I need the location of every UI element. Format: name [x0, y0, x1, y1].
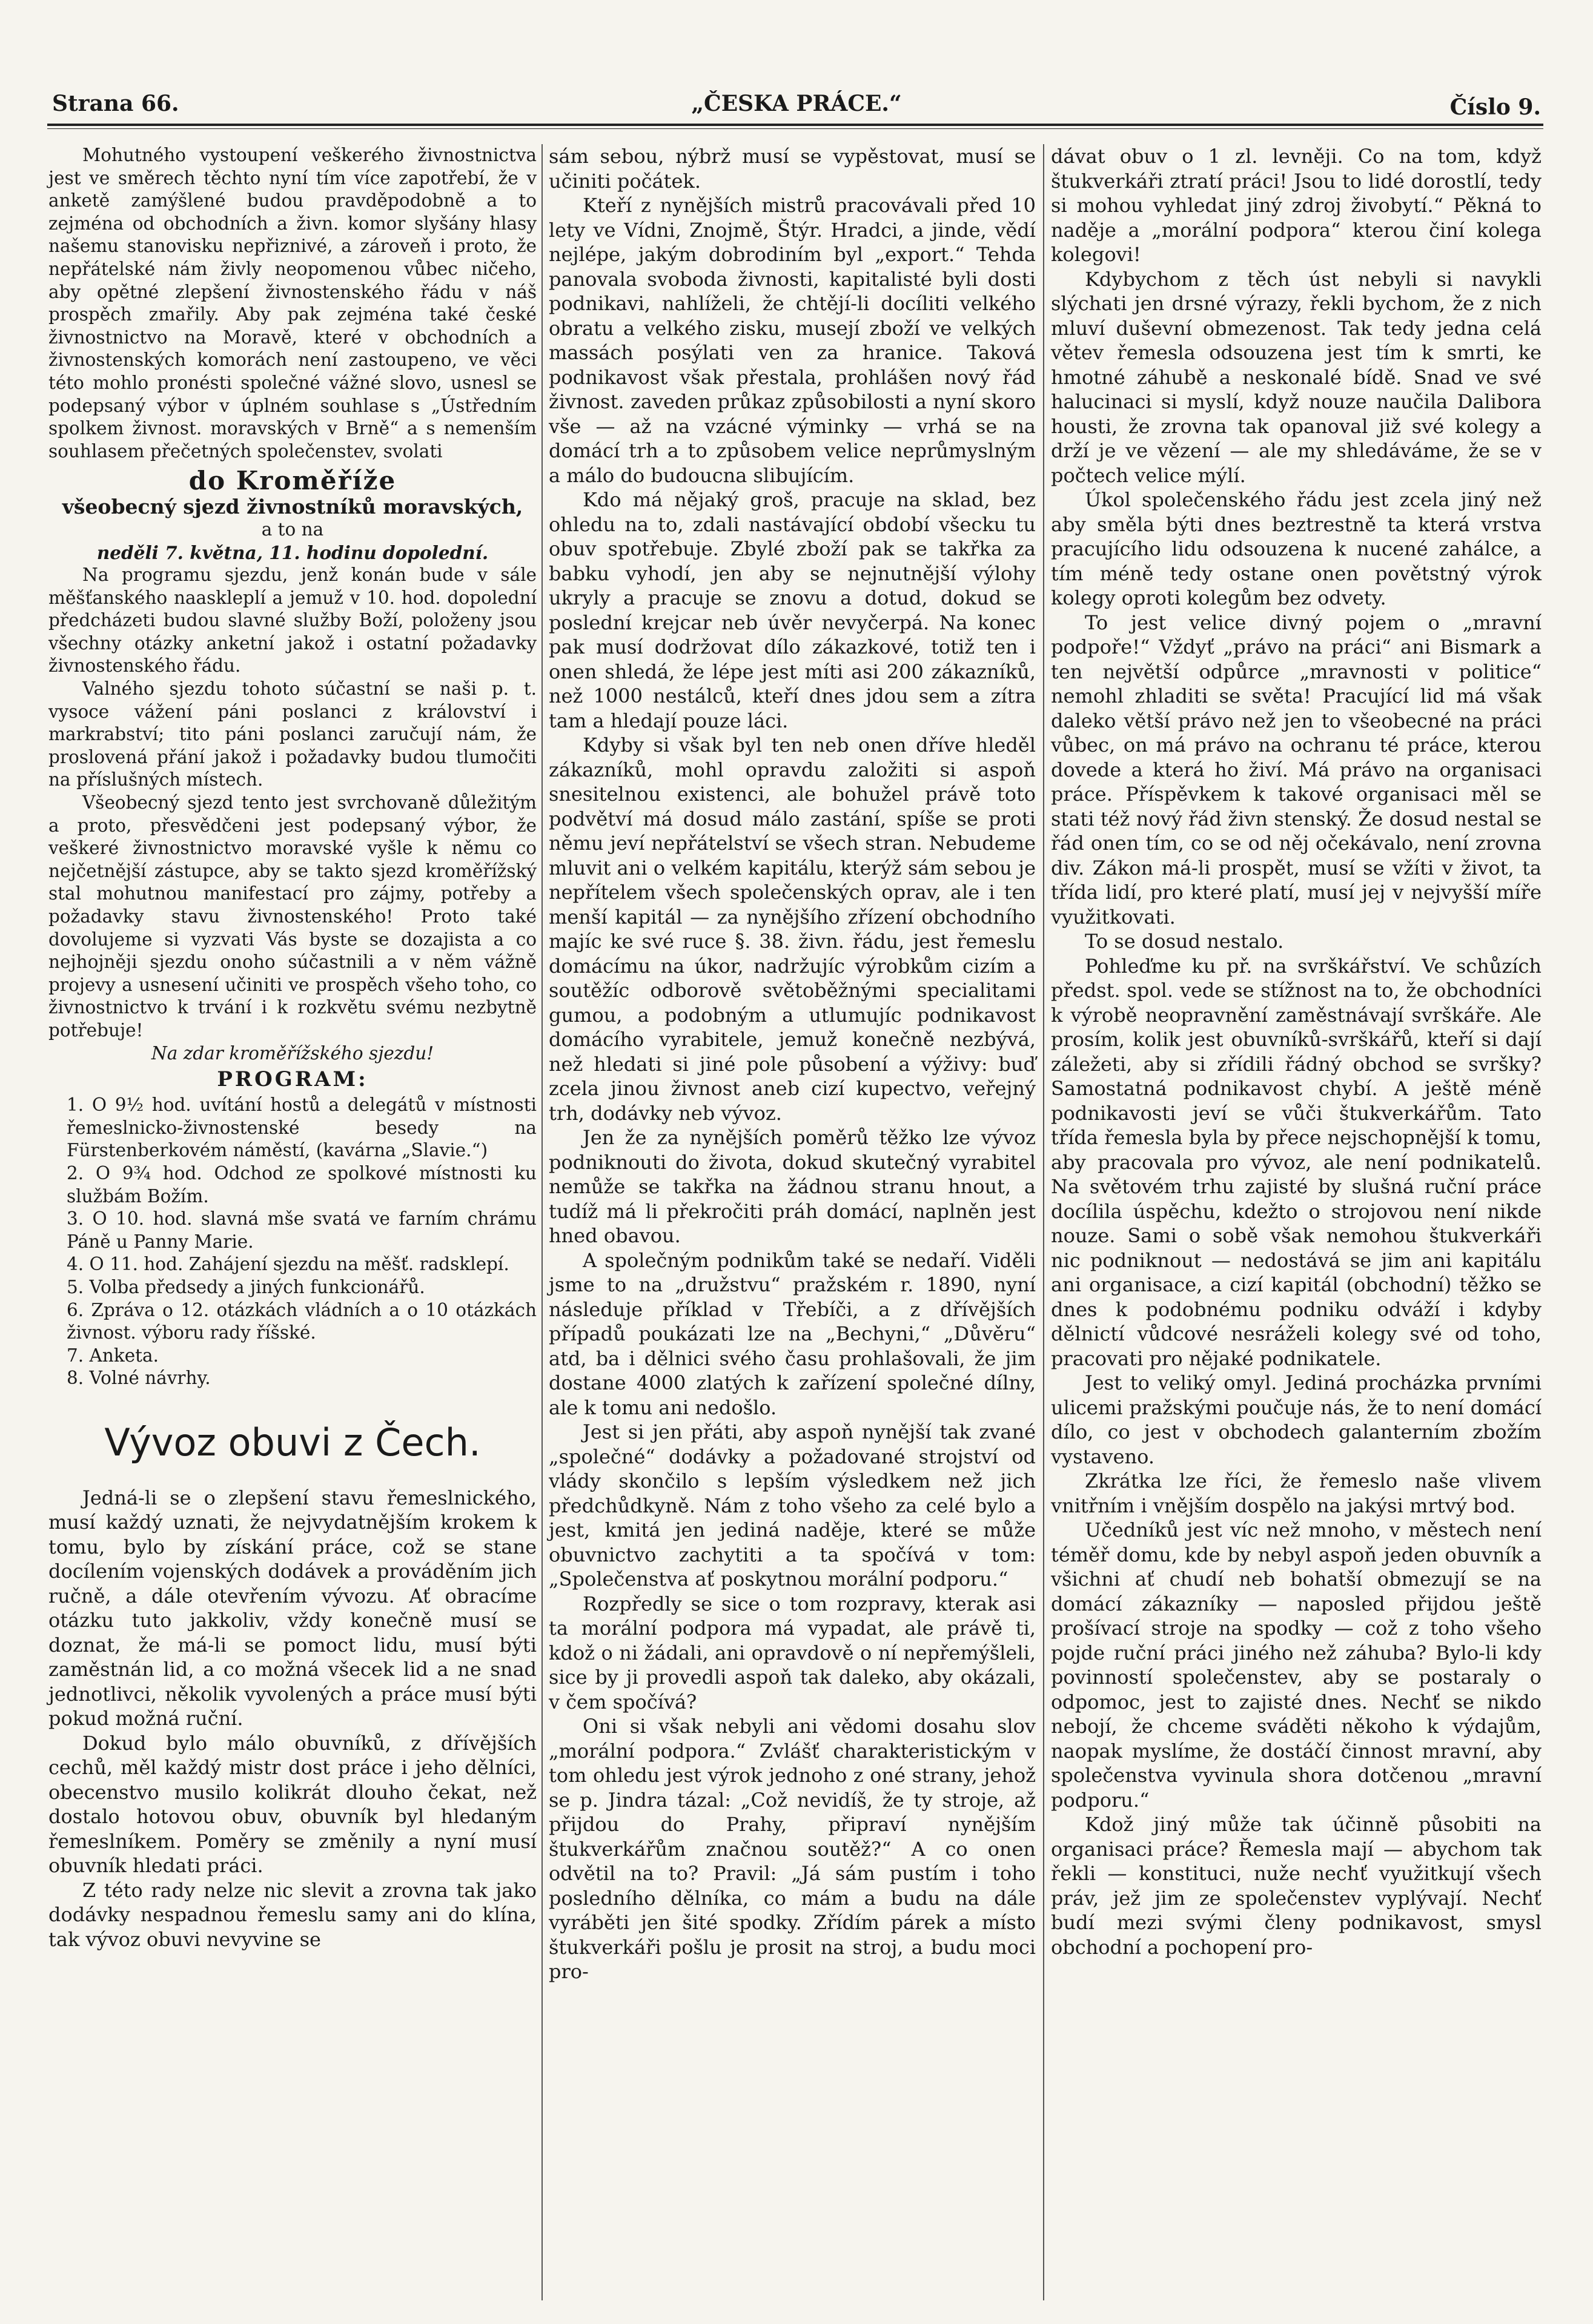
header-rule-thick	[47, 124, 1543, 126]
article-paragraph: Jen že za nynějších poměrů těžko lze vývoz podniknouti do života, dokud skutečný vyrabitel nemůže se takřka na žádnou stranu hnout, a tudíž má li překročiti práh domácí, naplněn jest hned obavou.	[549, 1126, 1036, 1247]
program-item: 7. Anketa.	[67, 1345, 159, 1366]
appeal-place: do Kroměříže	[188, 466, 397, 496]
column-divider-2	[1043, 144, 1044, 2300]
article-title: Vývoz obuvi z Čech.	[104, 1420, 481, 1465]
appeal-congress: všeobecný sjezd živnostníků moravských,	[62, 495, 523, 519]
article-paragraph: Úkol společenského řádu jest zcela jiný než aby směla býti dnes beztrestně ta která vrstva pracujícího lidu odsouzena k nucené zahálce, a tím méně tedy ostane onen povětstný výrok kolegy oproti kolegům bez odvety.	[1051, 488, 1542, 609]
article-paragraph: To jest velice divný pojem o „mravní podpoře!“ Vždyť „právo na práci“ ani Bismark a ten největší odpůrce „mravnosti v politice“ nemohl zhladiti se světa! Pracující lid má však daleko větší právo než jen to všeobecné na práci vůbec, on má právo na ochranu té práce, kterou dovede a která ho živí. Má právo na organisaci práce. Příspěvkem k takové organisaci měl se stati též nový řád živn stenský. Že dosud nestal se řád onen tím, co se od něj očekávalo, není zrovna div. Zákon má-li prospět, musí se vžíti v život, ta třída lidí, pro které platí, musí jej v nejvyšší míře využitkovati.	[1051, 611, 1542, 929]
article-paragraph: Oni si však nebyli ani vědomi dosahu slov „morální podpora.“ Zvlášť charakteristickým v tom ohledu jest výrok jednoho z oné strany, jehož se p. Jindra tázal: „Což nevidíš, že ty stroje, až přijdou do Prahy, připraví nynějším štukverkářům značnou soutěž?“ A co onen odvětil na to? Pravil: „Já sám pustím i toho posledního dělníka, co mám a budu na dále vyráběti jen šité spodky. Zřídím párek a místo štukverkáři pošlu je prosit na stroj, a budu moci pro-	[549, 1715, 1036, 1983]
program-item: 5. Volba předsedy a jiných funkcionářů.	[67, 1276, 425, 1297]
program-item: 3. O 10. hod. slavná mše svatá ve farním chrámu Páně u Panny Marie.	[67, 1208, 537, 1252]
program-title: PROGRAM:	[217, 1067, 368, 1092]
page-number: Strana 66.	[52, 91, 179, 116]
appeal-ato: a to na	[261, 518, 324, 540]
program-item: 4. O 11. hod. Zahájení sjezdu na měšť. radsklepí.	[67, 1254, 509, 1275]
issue-number: Číslo 9.	[1449, 94, 1541, 120]
article-paragraph: To se dosud nestalo.	[1085, 930, 1284, 953]
article-paragraph: Rozpředly se sice o tom rozpravy, kterak asi ta morální podpora má vypadat, ale právě ti, kdož o ni žádali, ani opravdově o ní nepřemýšleli, sice by ji provedli aspoň tak daleko, aby okázali, v čem spočívá?	[549, 1592, 1036, 1713]
column-divider-1	[541, 144, 543, 2300]
column-1	[48, 144, 537, 1952]
appeal-intro: Mohutného vystoupení veškerého živnostnictva jest ve směrech těchto nyní tím více zapotřebí, že v anketě zamýšlené budou pravděpodobně a to zejména od obchodních a živn. komor slyšány hlasy našemu stanovisku nepřiznivé, a zároveň i proto, že nepřátelské nám živly neopomenou vůbec ničeho, aby opětné zlepšení živnostenského řádu v náš prospěch zmařily. Aby pak zejména také české živnostnictvo na Moravě, které v obchodních a živnostenských komorách není zastoupeno, ve věci této mohlo pronésti společné vážné slovo, usnesl se podepsaný výbor v úplném souhlase s „Ústředním spolkem živnost. moravských v Brně“ a s nemenším souhlasem přečetných společenstev, svolati	[48, 145, 537, 462]
program-item: 2. O 9¾ hod. Odchod ze spolkové místnosti ku službám Božím.	[67, 1162, 537, 1207]
appeal-paragraph: Všeobecný sjezd tento jest svrchovaně důležitým a proto, přesvědčeni jest podepsaný výbor, že veškeré živnostnictvo moravské vyšle k němu co nejčetnější zástupce, aby se takto sjezd kroměřížský stal mohutnou manifestací pro zájmy, potřeby a požadavky stavu živnostenského! Proto také dovolujeme si vyzvati Vás byste se dozajista a co nejhojněji sjezdu onoho súčastnili a v něm vážně projevy a usnesení učiniti ve prospěch všeho toho, co živnostnictvo k trvání i k rozkvětu svému nezbytně potřebuje!	[48, 792, 537, 1041]
article-paragraph: Kdybychom z těch úst nebyli si navykli slýchati jen drsné výrazy, řekli bychom, že z nich mluví duševní obmezenost. Tak tedy jedna celá větev řemesla odsouzena jest tím k smrti, ke hmotné záhubě a neskonalé bídě. Snad ve své halucinaci si myslí, když nouze naučila Dalibora housti, že zrovna tak opanoval již své kolegy a drží je ve vězení — ale my shledáváme, že se v počtech velice mýlí.	[1051, 267, 1542, 487]
column-3	[1051, 144, 1542, 1959]
program-item: 6. Zpráva o 12. otázkách vládních a o 10 otázkách živnost. výboru rady říšské.	[67, 1299, 537, 1343]
program-item: 1. O 9½ hod. uvítání hostů a delegátů v místnosti řemeslnicko-živnostenské besedy na Fürstenberkovém náměstí, (kavárna „Slavie.“)	[67, 1094, 537, 1161]
page-header	[52, 91, 1541, 121]
appeal-closing: Na zdar kroměřížského sjezdu!	[151, 1042, 434, 1064]
article-paragraph: Zkrátka lze říci, že řemeslo naše vlivem vnitřním i vnějším dospělo na jakýsi mrtvý bod.	[1051, 1469, 1542, 1517]
column-2	[549, 144, 1036, 1984]
appeal-paragraph: Na programu sjezdu, jenž konán bude v sále měšťanského naaskleplí a jemuž v 10. hod. dopolední předcházeti budou slavné služby Boží, položeny jsou všechny otázky anketní jakož i ostatní požadavky živnostenského řádu.	[48, 564, 537, 677]
journal-title: „ČESKA PRÁCE.“	[691, 91, 902, 116]
article-paragraph: dávat obuv o 1 zl. levněji. Co na tom, když štukverkáři ztratí práci! Jsou to lidé dorostlí, tedy si mohou vyhledat jiný zdroj živobytí.“ Pěkná to naděje a „morální podpora“ kterou činí kolega kolegovi!	[1051, 145, 1542, 266]
appeal-date: neděli 7. května, 11. hodinu dopolední.	[96, 541, 489, 563]
article-paragraph: Dokud bylo málo obuvníků, z dřívějších cechů, měl každý mistr dost práce i jeho dělníci, obecenstvo musilo kolikrát dlouho čekat, než dostalo hotovou obuv, obuvník byl hledaným řemeslníkem. Poměry se změnily a nyní musí obuvník hledati práci.	[48, 1731, 537, 1878]
program-item: 8. Volné návrhy.	[67, 1368, 211, 1389]
article-paragraph: Pohleďme ku př. na svrškářství. Ve schůzích předst. spol. vede se stížnost na to, že obchodníci k výrobě neopravnění zaměstnávají svrškáře. Ale prosím, kolik jest obuvníků-svrškářů, kteří si dají záležeti, aby si zřídili řádný obchod se svršky? Samostatná podnikavost chybí. A ještě méně podnikavosti jeví se vůči štukverkářům. Tato třída řemesla byla by přece nejschopnější k tomu, aby pracovala pro vývoz, ale není podnikatelů. Na světovém trhu zajisté by slušná ruční práce docílila úspěchu, kdežto o strojovou není nikde nouze. Sami o sobě však nemohou štukverkáři nic podniknout — nedostává se jim ani kapitálu ani organisace, a cizí kapitál (obchodní) těžko se dnes k podobnému podniku odváží i kdyby dělnictí vůdcové nesráželi kolegy své od toho, pracovati pro nějaké podnikatele.	[1051, 954, 1542, 1370]
article-paragraph: Kdyby si však byl ten neb onen dříve hleděl zákazníků, mohl opravdu založiti si aspoň snesitelnou existenci, ale bohužel právě toto podvětví má dosud málo zastání, spíše se proti němu jeví nepřátelství se všech stran. Nebudeme mluvit ani o velkém kapitálu, kterýž sám sebou je nepřítelem všech společenských oprav, ale i ten menší kapitál — za nynějšího zřízení obchodního majíc ke své ruce §. 38. živn. řádu, jest řemeslu domácímu na úkor, nadržujíc výrobkům cizím a soutěžíc odborově světoběžnými specialitami gumou, a podobným a utlumujíc podnikavost domácího vyrabitele, jemuž konečně nezbývá, než hledati si jiné pole působení a výživy: buď zcela jinou živnost aneb cizí kupectvo, veřejný trh, dodávky neb vývoz.	[549, 733, 1036, 1125]
article-paragraph: Učedníků jest víc než mnoho, v městech není téměř domu, kde by nebyl aspoň jeden obuvník a všichni ať chudí neb bohatší obmezují se na domácí zákazníky — naposled přijdou ještě prošívací stroje na spodky — což z toho všeho pojde ruční práci jiného než záhuba? Bylo-li kdy povinností společenstev, aby se postaraly o odpomoc, jest to zajisté dnes. Nechť se nikdo nebojí, že chceme sváděti někoho k výdajům, naopak myslíme, že dostáčí činnost mravní, aby společenstva vyvinula shora dotčenou „mravní podporu.“	[1051, 1518, 1542, 1812]
article-paragraph: Jedná-li se o zlepšení stavu řemeslnického, musí každý uznati, že nejvydatnějším krokem k tomu, bylo by získání práce, což se stane docílením vojenských dodávek a prováděním jich ručně, a dále otevřením vývozu. Ať obracíme otázku tuto jakkoliv, vždy konečně musí se doznat, že má-li se pomoct lidu, musí býti zaměstnán lid, a co možná všecek lid a ne snad jednotlivci, několik vyvolených a práce musí býti pokud možná ruční.	[48, 1486, 537, 1730]
article-paragraph: sám sebou, nýbrž musí se vypěstovat, musí se učiniti počátek.	[549, 145, 1036, 193]
article-paragraph: Z této rady nelze nic slevit a zrovna tak jako dodávky nespadnou řemeslu samy ani do klína, tak vývoz obuvi nevyvine se	[48, 1878, 537, 1951]
article-paragraph: A společným podnikům také se nedaří. Viděli jsme to na „družstvu“ pražském r. 1890, nyní následuje příklad v Třebíči, a z dřívějších případů poukázati lze na „Bechyni,“ „Důvěru“ atd, ba i dělnici svého času prohlašovali, že jim dostane 4000 zlatých k zařízení společné dílny, ale k tomu ani nedošlo.	[549, 1248, 1036, 1419]
article-paragraph: Kdo má nějaký groš, pracuje na sklad, bez ohledu na to, zdali nastávající období všecku tu obuv spotřebuje. Zbylé zboží pak se takřka za babku vyhodí, jen aby se nejnutnější výlohy ukryly a pracuje se znovu a dotud, dokud se poslední krejcar neb úvěr nevyčerpá. Na konec pak musí dodržovat dílo zákazkové, totiž ten i onen shledá, že lépe jest míti asi 200 zákazníků, než 1000 nestálců, kteří dnes jdou sem a zítra tam a hledají pouze láci.	[549, 488, 1036, 732]
appeal-paragraph: Valného sjezdu tohoto súčastní se naši p. t. vysoce vážení páni poslanci z království i markrabství; tito páni poslanci zaručují nám, že proslovená přání jakož i požadavky budou tlumočiti na příslušných místech.	[48, 678, 537, 790]
header-rule-thin	[47, 128, 1543, 129]
article-paragraph: Kteří z nynějších mistrů pracovávali před 10 lety ve Vídni, Znojmě, Štýr. Hradci, a jinde, vědí nejlépe, jakým dobrodiním byl „export.“ Tehda panovala svoboda živnosti, kapitalisté byli dosti podnikavi, nahlíželi, že chtějí-li docíliti velkého obratu a velkého zisku, musejí zboží ve velkých massách posýlati ven za hranice. Taková podnikavost však přestala, prohlášen nový řád živnost. zaveden průkaz způsobilosti a nyní skoro vše — až na vzácné výminky — vrhá se na domácí trh a to způsobem velice neprůmyslným a málo do budoucna slibujícím.	[549, 194, 1036, 487]
article-paragraph: Jest si jen přáti, aby aspoň nynější tak zvané „společné“ dodávky a požadované strojství od vlády skončilo s lepším výsledkem než jich předchůdkyně. Nám z toho všeho za celé bylo a jest, kmitá jen jediná naděje, které se může obuvnictvo zachytiti a ta spočívá v tom: „Společenstva ať poskytnou morální podporu.“	[549, 1420, 1036, 1591]
program-list	[48, 1094, 537, 1390]
article-paragraph: Kdož jiný může tak účinně působiti na organisaci práce? Řemesla mají — abychom tak řekli — konstituci, nuže nechť využitkují všech práv, jež jim ze společenstev vyplývají. Nechť budí mezi svými členy podnikavost, smysl obchodní a pochopení pro-	[1051, 1813, 1542, 1959]
article-paragraph: Jest to veliký omyl. Jediná procházka prvními ulicemi pražskými poučuje nás, že to není domácí dílo, co jest v obchodech galanterním zbožím vystaveno.	[1051, 1371, 1542, 1468]
